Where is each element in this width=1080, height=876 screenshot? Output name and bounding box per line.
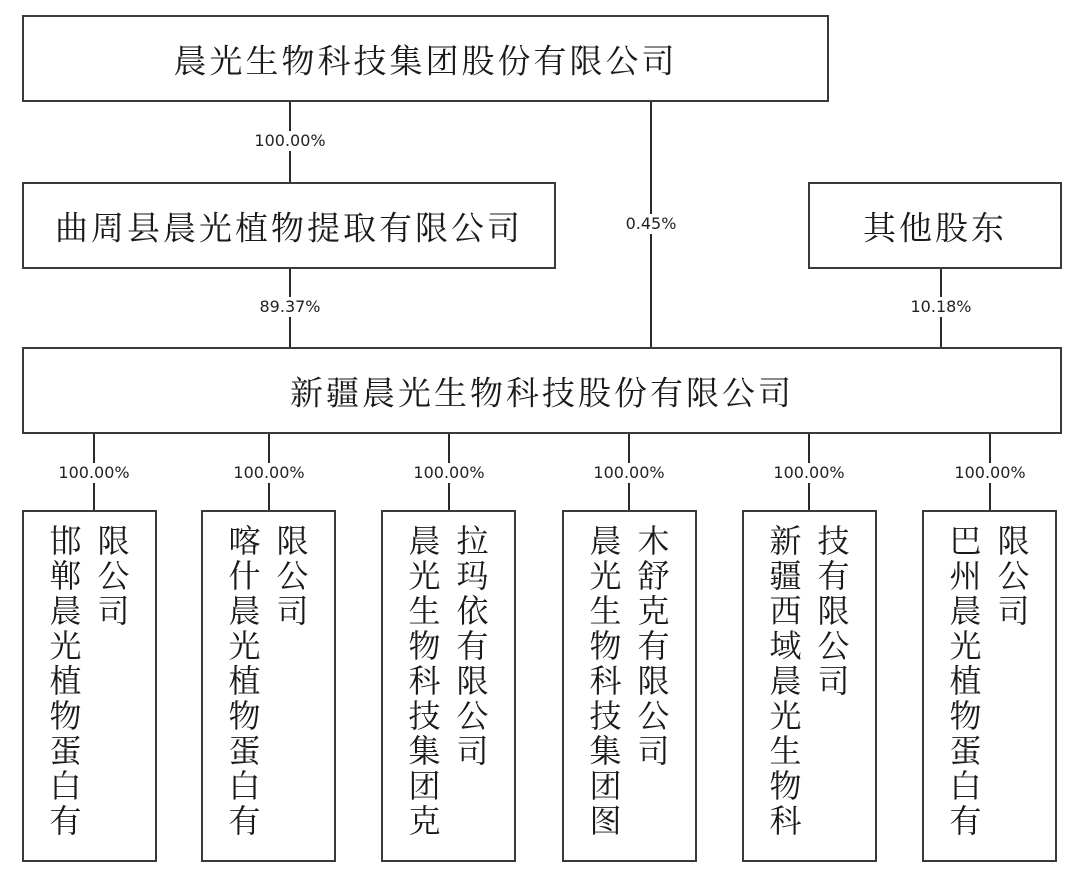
glyph: 木 xyxy=(637,522,670,560)
glyph: 公 xyxy=(817,627,850,665)
glyph: 物 xyxy=(769,767,802,805)
node-quzhou-company xyxy=(22,182,556,269)
glyph: 蛋 xyxy=(49,732,82,770)
subsidiary-label xyxy=(383,524,514,839)
pct-sub-2: 100.00% xyxy=(233,463,305,482)
pct-parent-xinjiang: 0.45% xyxy=(625,214,677,233)
glyph: 晨 xyxy=(228,592,261,630)
glyph: 司 xyxy=(997,592,1030,630)
subsidiary-label xyxy=(924,524,1055,839)
glyph: 光 xyxy=(408,557,441,595)
glyph: 物 xyxy=(589,627,622,665)
node-label: 新疆晨光生物科技股份有限公司 xyxy=(290,373,794,412)
glyph: 喀 xyxy=(228,522,261,560)
glyph: 蛋 xyxy=(949,732,982,770)
glyph: 克 xyxy=(637,592,670,630)
glyph: 司 xyxy=(97,592,130,630)
glyph: 域 xyxy=(769,627,802,665)
glyph: 白 xyxy=(228,767,261,805)
text-column-2 xyxy=(97,524,131,839)
text-column-1 xyxy=(949,524,983,839)
glyph: 晨 xyxy=(49,592,82,630)
glyph: 疆 xyxy=(769,557,802,595)
node-subsidiary-xiyu xyxy=(742,510,877,862)
glyph: 西 xyxy=(769,592,802,630)
text-column-1 xyxy=(228,524,262,839)
pct-quzhou-xinjiang: 89.37% xyxy=(259,297,321,316)
glyph: 舒 xyxy=(637,557,670,595)
glyph: 司 xyxy=(456,732,489,770)
pct-sub-3: 100.00% xyxy=(413,463,485,482)
glyph: 晨 xyxy=(589,522,622,560)
glyph: 团 xyxy=(589,767,622,805)
glyph: 集 xyxy=(589,732,622,770)
text-column-2 xyxy=(637,524,671,839)
glyph: 图 xyxy=(589,802,622,840)
glyph: 科 xyxy=(769,802,802,840)
node-subsidiary-bazhou xyxy=(922,510,1057,862)
node-subsidiary-handan xyxy=(22,510,157,862)
glyph: 公 xyxy=(997,557,1030,595)
text-column-2 xyxy=(456,524,490,839)
glyph: 拉 xyxy=(456,522,489,560)
glyph: 晨 xyxy=(949,592,982,630)
glyph: 光 xyxy=(949,627,982,665)
glyph: 科 xyxy=(408,662,441,700)
glyph: 什 xyxy=(228,557,261,595)
pct-sub-1: 100.00% xyxy=(58,463,130,482)
text-column-1 xyxy=(49,524,83,839)
glyph: 公 xyxy=(276,557,309,595)
text-column-1 xyxy=(408,524,442,839)
glyph: 集 xyxy=(408,732,441,770)
pct-sub-5: 100.00% xyxy=(773,463,845,482)
glyph: 限 xyxy=(817,592,850,630)
glyph: 有 xyxy=(228,802,261,840)
glyph: 技 xyxy=(589,697,622,735)
glyph: 植 xyxy=(949,662,982,700)
glyph: 物 xyxy=(49,697,82,735)
glyph: 光 xyxy=(49,627,82,665)
subsidiary-label xyxy=(24,524,155,839)
pct-parent-quzhou: 100.00% xyxy=(254,131,326,150)
glyph: 生 xyxy=(408,592,441,630)
glyph: 限 xyxy=(997,522,1030,560)
glyph: 光 xyxy=(228,627,261,665)
node-xinjiang-company xyxy=(22,347,1062,434)
glyph: 物 xyxy=(408,627,441,665)
glyph: 有 xyxy=(456,627,489,665)
glyph: 公 xyxy=(456,697,489,735)
node-label: 其他股东 xyxy=(863,208,1007,247)
glyph: 晨 xyxy=(408,522,441,560)
pct-sub-4: 100.00% xyxy=(593,463,665,482)
glyph: 光 xyxy=(769,697,802,735)
text-column-1 xyxy=(589,524,623,839)
glyph: 有 xyxy=(949,802,982,840)
node-label: 曲周县晨光植物提取有限公司 xyxy=(55,208,523,247)
node-label: 晨光生物科技集团股份有限公司 xyxy=(173,41,678,80)
text-column-2 xyxy=(997,524,1031,839)
node-subsidiary-tumxuk xyxy=(562,510,697,862)
node-subsidiary-karamay xyxy=(381,510,516,862)
glyph: 司 xyxy=(276,592,309,630)
glyph: 白 xyxy=(49,767,82,805)
glyph: 郸 xyxy=(49,557,82,595)
glyph: 司 xyxy=(637,732,670,770)
glyph: 有 xyxy=(637,627,670,665)
glyph: 物 xyxy=(949,697,982,735)
text-column-1 xyxy=(769,524,803,839)
glyph: 依 xyxy=(456,592,489,630)
node-parent-company xyxy=(22,15,829,102)
glyph: 公 xyxy=(97,557,130,595)
glyph: 克 xyxy=(408,802,441,840)
glyph: 科 xyxy=(589,662,622,700)
subsidiary-label xyxy=(564,524,695,839)
glyph: 蛋 xyxy=(228,732,261,770)
glyph: 团 xyxy=(408,767,441,805)
subsidiary-label xyxy=(744,524,875,839)
glyph: 邯 xyxy=(49,522,82,560)
glyph: 光 xyxy=(589,557,622,595)
glyph: 新 xyxy=(769,522,802,560)
glyph: 玛 xyxy=(456,557,489,595)
glyph: 植 xyxy=(49,662,82,700)
glyph: 有 xyxy=(49,802,82,840)
node-subsidiary-kashi xyxy=(201,510,336,862)
glyph: 植 xyxy=(228,662,261,700)
text-column-2 xyxy=(817,524,851,839)
glyph: 司 xyxy=(817,662,850,700)
glyph: 州 xyxy=(949,557,982,595)
glyph: 有 xyxy=(817,557,850,595)
glyph: 限 xyxy=(456,662,489,700)
pct-others-xinjiang: 10.18% xyxy=(910,297,972,316)
glyph: 技 xyxy=(408,697,441,735)
glyph: 限 xyxy=(276,522,309,560)
glyph: 生 xyxy=(769,732,802,770)
node-other-shareholders xyxy=(808,182,1062,269)
glyph: 白 xyxy=(949,767,982,805)
glyph: 巴 xyxy=(949,522,982,560)
text-column-2 xyxy=(276,524,310,839)
glyph: 物 xyxy=(228,697,261,735)
glyph: 生 xyxy=(589,592,622,630)
subsidiary-label xyxy=(203,524,334,839)
glyph: 限 xyxy=(97,522,130,560)
pct-sub-6: 100.00% xyxy=(954,463,1026,482)
glyph: 公 xyxy=(637,697,670,735)
glyph: 限 xyxy=(637,662,670,700)
glyph: 晨 xyxy=(769,662,802,700)
glyph: 技 xyxy=(817,522,850,560)
